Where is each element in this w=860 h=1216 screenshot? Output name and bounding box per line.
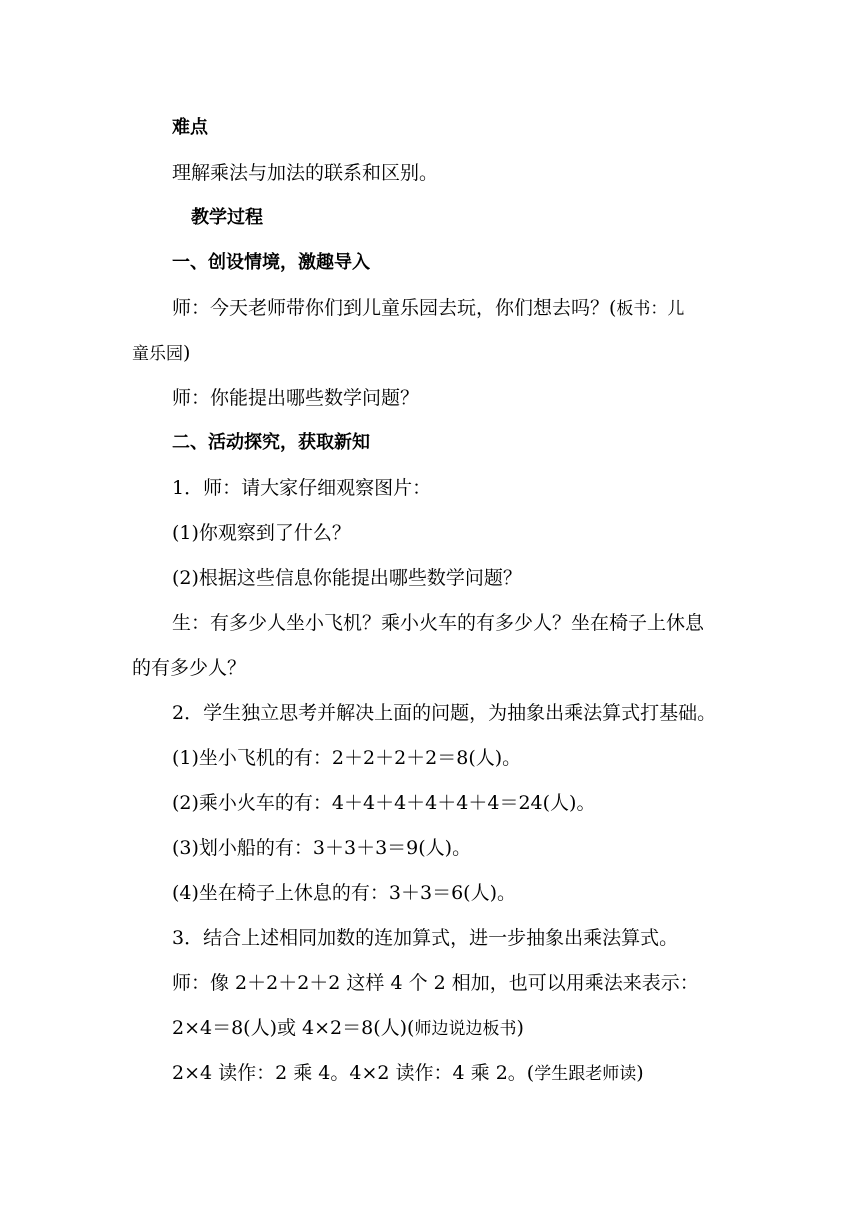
paragraph-2: 师：你能提出哪些数学问题？ (172, 387, 420, 409)
student-answer-line-2: 的有多少人？ (132, 657, 247, 679)
formula-text: 2×4＝8(人)或 4×2＝8(人)( (172, 1017, 415, 1039)
item-1-question-1: (1)你观察到了什么？ (172, 522, 351, 544)
board-note-2: 童乐园 (132, 344, 183, 364)
item-1: 1．师：请大家仔细观察图片： (172, 477, 432, 499)
paragraph-1-line-2 (132, 341, 190, 366)
teacher-line: 师：像 2＋2＋2＋2 这样 4 个 2 相加，也可以用乘法来表示： (172, 972, 699, 994)
item-3: 3．结合上述相同加数的连加算式，进一步抽象出乘法算式。 (172, 927, 679, 949)
formula-note: 师边说边板书 (414, 1019, 517, 1039)
heading-difficulty: 难点 (172, 117, 208, 138)
item-2-answer-4: (4)坐在椅子上休息的有：3＋3＝6(人)。 (172, 882, 517, 904)
item-2-answer-3: (3)划小船的有：3＋3＋3＝9(人)。 (172, 837, 472, 859)
item-2-answer-2: (2)乘小火车的有：4＋4＋4＋4＋4＋4＝24(人)。 (172, 792, 596, 814)
board-note-1: 板书：儿 (616, 299, 685, 319)
difficulty-text: 理解乘法与加法的联系和区别。 (172, 162, 439, 184)
formula-end: ) (516, 1017, 524, 1039)
section-1-title: 一、创设情境，激趣导入 (172, 252, 370, 273)
reading-note: 学生跟老师读 (534, 1064, 637, 1084)
section-2-title: 二、活动探究，获取新知 (172, 432, 370, 453)
formula-line (172, 1016, 524, 1041)
reading-line (172, 1061, 644, 1086)
paragraph-1-line-1 (172, 296, 684, 321)
reading-text: 2×4 读作：2 乘 4。4×2 读作：4 乘 2。( (172, 1062, 535, 1084)
reading-end: ) (636, 1062, 644, 1084)
item-2: 2．学生独立思考并解决上面的问题，为抽象出乘法算式打基础。 (172, 702, 717, 724)
paragraph-1-text: 师：今天老师带你们到儿童乐园去玩，你们想去吗？( (172, 297, 617, 319)
item-1-question-2: (2)根据这些信息你能提出哪些数学问题？ (172, 567, 522, 589)
item-2-answer-1: (1)坐小飞机的有：2＋2＋2＋2＝8(人)。 (172, 747, 522, 769)
heading-teaching-process: 教学过程 (191, 207, 263, 228)
student-answer-line-1: 生：有多少人坐小飞机？乘小火车的有多少人？坐在椅子上休息 (172, 612, 705, 634)
paragraph-1-end: ) (183, 342, 191, 364)
